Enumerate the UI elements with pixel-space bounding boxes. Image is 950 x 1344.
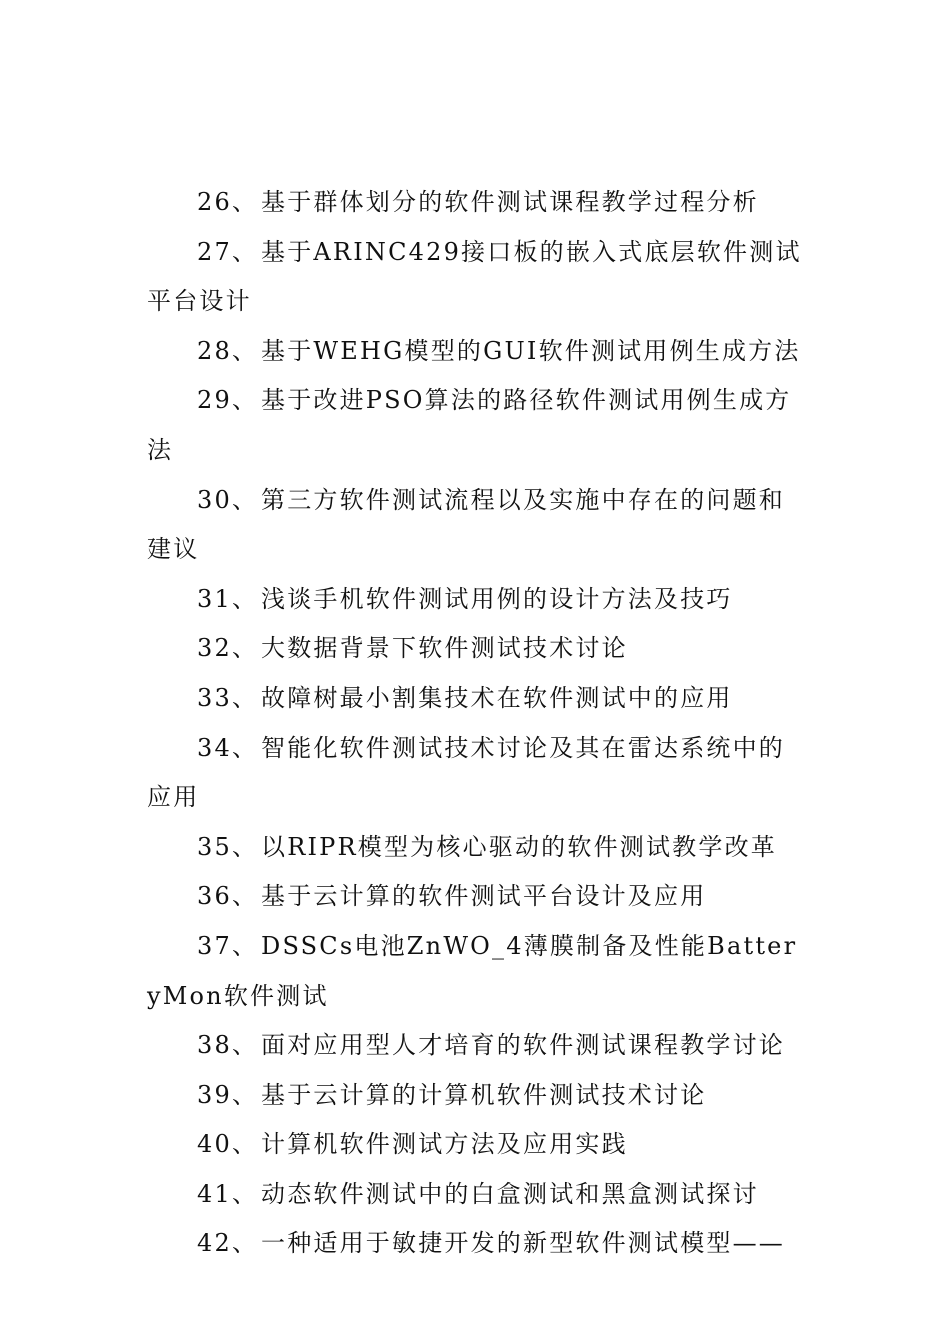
item-number: 38、 xyxy=(197,1031,259,1060)
item-number: 32、 xyxy=(197,634,259,663)
item-text: 基于改进PSO算法的路径软件测试用例生成方法 xyxy=(147,386,792,464)
list-item xyxy=(147,922,807,1021)
list-item xyxy=(147,327,807,377)
list-item xyxy=(147,1071,807,1121)
item-number: 39、 xyxy=(197,1080,259,1109)
item-number: 27、 xyxy=(197,237,259,266)
item-text: 浅谈手机软件测试用例的设计方法及技巧 xyxy=(261,584,733,613)
item-number: 37、 xyxy=(197,931,259,960)
item-text: 基于WEHG模型的GUI软件测试用例生成方法 xyxy=(261,336,801,365)
list-item xyxy=(147,228,807,327)
item-text: 智能化软件测试技术讨论及其在雷达系统中的应用 xyxy=(147,733,785,812)
item-number: 33、 xyxy=(197,683,259,712)
item-text: 计算机软件测试方法及应用实践 xyxy=(261,1130,628,1159)
item-number: 35、 xyxy=(197,832,259,861)
item-text: 一种适用于敏捷开发的新型软件测试模型—— xyxy=(261,1229,785,1258)
item-text: 基于云计算的计算机软件测试技术讨论 xyxy=(261,1080,707,1109)
list-item xyxy=(147,724,807,823)
item-number: 41、 xyxy=(197,1179,259,1208)
list-item xyxy=(147,476,807,575)
item-text: 基于ARINC429接口板的嵌入式底层软件测试平台设计 xyxy=(147,237,802,316)
item-text: DSSCs电池ZnWO_4薄膜制备及性能BatteryMon软件测试 xyxy=(147,931,798,1010)
item-text: 第三方软件测试流程以及实施中存在的问题和建议 xyxy=(147,485,785,564)
item-number: 40、 xyxy=(197,1130,259,1159)
list-item xyxy=(147,575,807,625)
item-text: 故障树最小割集技术在软件测试中的应用 xyxy=(261,683,733,712)
item-number: 29、 xyxy=(197,386,259,415)
list-item xyxy=(147,1120,807,1170)
item-number: 31、 xyxy=(197,584,259,613)
item-text: 基于群体划分的软件测试课程教学过程分析 xyxy=(261,188,759,216)
list-item xyxy=(147,674,807,724)
list-item xyxy=(147,178,807,228)
reference-list xyxy=(147,178,807,1269)
list-item xyxy=(147,872,807,922)
list-item xyxy=(147,624,807,674)
item-text: 以RIPR模型为核心驱动的软件测试教学改革 xyxy=(261,832,777,861)
item-number: 36、 xyxy=(197,882,259,911)
list-item xyxy=(147,823,807,873)
list-item xyxy=(147,1170,807,1220)
item-text: 面对应用型人才培育的软件测试课程教学讨论 xyxy=(261,1031,785,1060)
list-item xyxy=(147,1219,807,1269)
item-number: 26、 xyxy=(197,188,259,216)
item-number: 30、 xyxy=(197,485,259,514)
list-item xyxy=(147,1021,807,1071)
item-number: 28、 xyxy=(197,336,259,365)
item-text: 大数据背景下软件测试技术讨论 xyxy=(261,634,628,663)
item-text: 基于云计算的软件测试平台设计及应用 xyxy=(261,882,707,911)
item-number: 42、 xyxy=(197,1229,259,1258)
list-item xyxy=(147,376,807,475)
item-text: 动态软件测试中的白盒测试和黑盒测试探讨 xyxy=(261,1179,759,1208)
item-number: 34、 xyxy=(197,733,259,762)
